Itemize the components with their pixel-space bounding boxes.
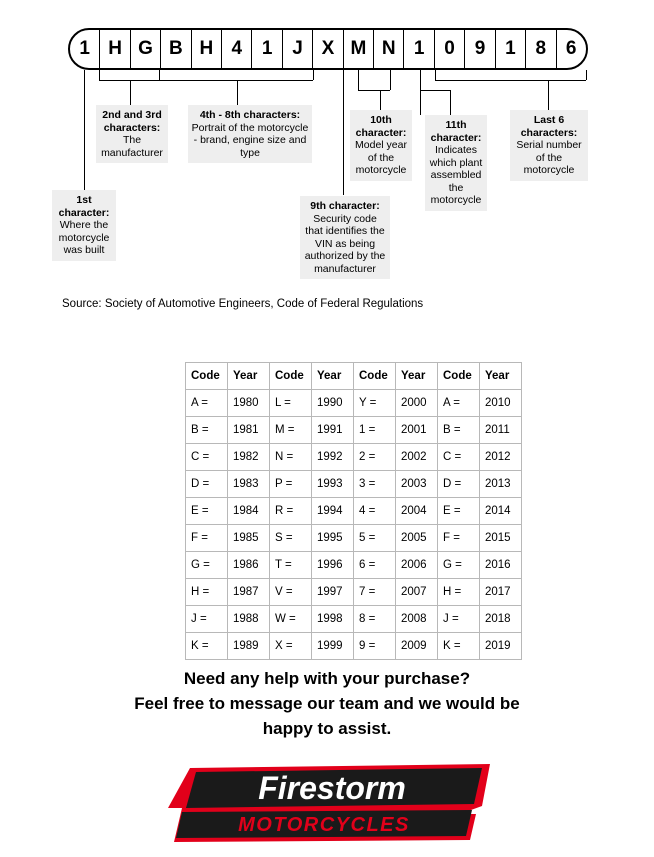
vin-diagram	[0, 0, 654, 300]
cell-code: G =	[438, 552, 480, 579]
vin-char: X	[313, 30, 343, 68]
vin-char: 4	[222, 30, 252, 68]
column-header: Year	[312, 363, 354, 390]
cell-year: 1983	[228, 471, 270, 498]
vin-char: 6	[565, 38, 577, 59]
source-note: Source: Society of Automotive Engineers, Code of Federal Regulations	[62, 298, 424, 310]
vin-char: 1	[252, 30, 282, 68]
cell-year: 2006	[396, 552, 438, 579]
cell-code: V =	[270, 579, 312, 606]
vin-char: 1	[496, 30, 526, 68]
column-header: Code	[270, 363, 312, 390]
cell-year: 2001	[396, 417, 438, 444]
cell-code: X =	[270, 633, 312, 660]
firestorm-motorcycles-logo	[160, 762, 500, 844]
leader-line	[159, 70, 160, 80]
cell-year: 1995	[312, 525, 354, 552]
cell-year: 2019	[480, 633, 522, 660]
cell-code: J =	[438, 606, 480, 633]
cell-year: 1999	[312, 633, 354, 660]
vin-char: H	[100, 30, 130, 68]
column-header: Year	[396, 363, 438, 390]
table-header-row	[186, 363, 522, 390]
cell-code: C =	[438, 444, 480, 471]
column-header: Year	[480, 363, 522, 390]
cell-year: 1993	[312, 471, 354, 498]
help-message	[0, 666, 654, 741]
cell-code: K =	[186, 633, 228, 660]
table-row	[186, 552, 522, 579]
cell-year: 1996	[312, 552, 354, 579]
vin-char: 8	[526, 30, 556, 68]
leader-line	[84, 70, 85, 88]
bracket-line	[159, 80, 313, 81]
leader-line	[586, 70, 587, 80]
leader-line	[313, 70, 314, 80]
cell-year: 1986	[228, 552, 270, 579]
cell-year: 2003	[396, 471, 438, 498]
leader-line	[84, 88, 85, 190]
leader-line	[548, 80, 549, 110]
callout-last-six-characters	[510, 110, 588, 181]
cell-year: 1980	[228, 390, 270, 417]
cell-year: 1982	[228, 444, 270, 471]
cell-code: 5 =	[354, 525, 396, 552]
callout-first-character	[52, 190, 116, 261]
cell-code: B =	[186, 417, 228, 444]
cell-year: 2018	[480, 606, 522, 633]
cell-year: 1981	[228, 417, 270, 444]
cell-code: F =	[186, 525, 228, 552]
cell-code: 7 =	[354, 579, 396, 606]
cell-code: L =	[270, 390, 312, 417]
year-code-table	[185, 362, 522, 660]
cell-code: T =	[270, 552, 312, 579]
cell-code: A =	[438, 390, 480, 417]
cell-code: E =	[186, 498, 228, 525]
table-row	[186, 471, 522, 498]
vin-char: 0	[435, 30, 465, 68]
callout-title: 10th character:	[355, 114, 407, 139]
cell-year: 1992	[312, 444, 354, 471]
callout-ninth-character	[300, 196, 390, 279]
cell-code: D =	[438, 471, 480, 498]
table-row	[186, 444, 522, 471]
cell-code: M =	[270, 417, 312, 444]
cell-year: 1984	[228, 498, 270, 525]
vin-char: H	[192, 30, 222, 68]
callout-body: Portrait of the motorcycle - brand, engine size and type	[191, 121, 309, 159]
vin-character-bar	[68, 28, 588, 70]
cell-year: 2013	[480, 471, 522, 498]
cell-year: 1989	[228, 633, 270, 660]
cell-code: W =	[270, 606, 312, 633]
table-row	[186, 579, 522, 606]
cell-year: 1988	[228, 606, 270, 633]
table-row	[186, 633, 522, 660]
callout-title: 11th character:	[430, 119, 482, 144]
callout-title: 2nd and 3rd characters:	[102, 109, 162, 134]
cell-year: 2002	[396, 444, 438, 471]
cell-code: 8 =	[354, 606, 396, 633]
cell-year: 2015	[480, 525, 522, 552]
vin-char: G	[131, 30, 161, 68]
cell-year: 2005	[396, 525, 438, 552]
leader-line	[380, 90, 381, 110]
cell-code: 9 =	[354, 633, 396, 660]
callout-title: Last 6 characters:	[520, 114, 578, 139]
help-line-3: happy to assist.	[262, 719, 392, 738]
cell-year: 2017	[480, 579, 522, 606]
callout-body: Serial number of the motorcycle	[516, 139, 582, 176]
cell-code: A =	[186, 390, 228, 417]
logo-graphic	[160, 762, 500, 844]
callout-body: The manufacturer	[101, 134, 163, 159]
column-header: Code	[354, 363, 396, 390]
cell-year: 1997	[312, 579, 354, 606]
cell-code: K =	[438, 633, 480, 660]
callout-title: 9th character:	[310, 200, 380, 212]
leader-line	[343, 70, 344, 195]
cell-year: 1990	[312, 390, 354, 417]
callout-body: Security code that identifies the VIN as being authorized by the manufacturer	[304, 212, 386, 275]
cell-code: 1 =	[354, 417, 396, 444]
cell-code: E =	[438, 498, 480, 525]
bracket-line	[435, 80, 586, 81]
cell-year: 2004	[396, 498, 438, 525]
table-row	[186, 606, 522, 633]
cell-code: 2 =	[354, 444, 396, 471]
callout-fourth-eighth-characters	[188, 105, 312, 163]
callout-body: Where the motorcycle was built	[58, 219, 110, 256]
cell-code: 6 =	[354, 552, 396, 579]
table-row	[186, 498, 522, 525]
leader-line	[130, 80, 131, 105]
cell-code: F =	[438, 525, 480, 552]
vin-char: J	[283, 30, 313, 68]
bracket-line	[99, 80, 159, 81]
callout-second-third-characters	[96, 105, 168, 163]
callout-title: 4th - 8th characters:	[199, 109, 301, 121]
cell-year: 1985	[228, 525, 270, 552]
vin-char: M	[344, 30, 374, 68]
cell-code: J =	[186, 606, 228, 633]
cell-year: 2010	[480, 390, 522, 417]
cell-year: 1998	[312, 606, 354, 633]
cell-year: 2008	[396, 606, 438, 633]
cell-code: H =	[438, 579, 480, 606]
leader-line	[450, 90, 451, 115]
cell-code: 4 =	[354, 498, 396, 525]
leader-line	[435, 70, 436, 80]
column-header: Code	[186, 363, 228, 390]
cell-code: R =	[270, 498, 312, 525]
cell-year: 1991	[312, 417, 354, 444]
cell-code: N =	[270, 444, 312, 471]
cell-year: 2012	[480, 444, 522, 471]
vin-char: 1	[404, 30, 434, 68]
cell-code: B =	[438, 417, 480, 444]
cell-code: 3 =	[354, 471, 396, 498]
vin-char: 9	[465, 30, 495, 68]
help-line-2: Feel free to message our team and we would be	[134, 694, 520, 713]
column-header: Code	[438, 363, 480, 390]
callout-title: 1st character:	[58, 194, 110, 219]
cell-year: 2007	[396, 579, 438, 606]
table-row	[186, 390, 522, 417]
leader-line	[420, 70, 421, 115]
cell-code: D =	[186, 471, 228, 498]
cell-year: 2009	[396, 633, 438, 660]
cell-code: G =	[186, 552, 228, 579]
logo-subtitle-text: MOTORCYCLES	[238, 814, 410, 836]
cell-year: 1987	[228, 579, 270, 606]
leader-line	[99, 70, 100, 80]
vin-char: N	[374, 30, 404, 68]
help-line-1: Need any help with your purchase?	[183, 669, 471, 688]
cell-year: 1994	[312, 498, 354, 525]
bracket-line	[420, 90, 450, 91]
leader-line	[390, 70, 391, 90]
leader-line	[237, 80, 238, 105]
table-row	[186, 525, 522, 552]
column-header: Year	[228, 363, 270, 390]
callout-body: Indicates which plant assembled the motorcycle	[429, 144, 483, 206]
cell-code: S =	[270, 525, 312, 552]
cell-code: C =	[186, 444, 228, 471]
bracket-line	[358, 90, 390, 91]
vin-char: B	[161, 30, 191, 68]
callout-eleventh-character	[425, 115, 487, 211]
cell-code: Y =	[354, 390, 396, 417]
callout-body: Model year of the motorcycle	[355, 139, 407, 176]
cell-year: 2011	[480, 417, 522, 444]
cell-year: 2000	[396, 390, 438, 417]
cell-year: 2016	[480, 552, 522, 579]
table-row	[186, 417, 522, 444]
logo-brand-text: Firestorm	[258, 770, 406, 806]
cell-year: 2014	[480, 498, 522, 525]
callout-tenth-character	[350, 110, 412, 181]
vin-char: 1	[70, 30, 100, 68]
leader-line	[358, 70, 359, 90]
cell-code: P =	[270, 471, 312, 498]
cell-code: H =	[186, 579, 228, 606]
